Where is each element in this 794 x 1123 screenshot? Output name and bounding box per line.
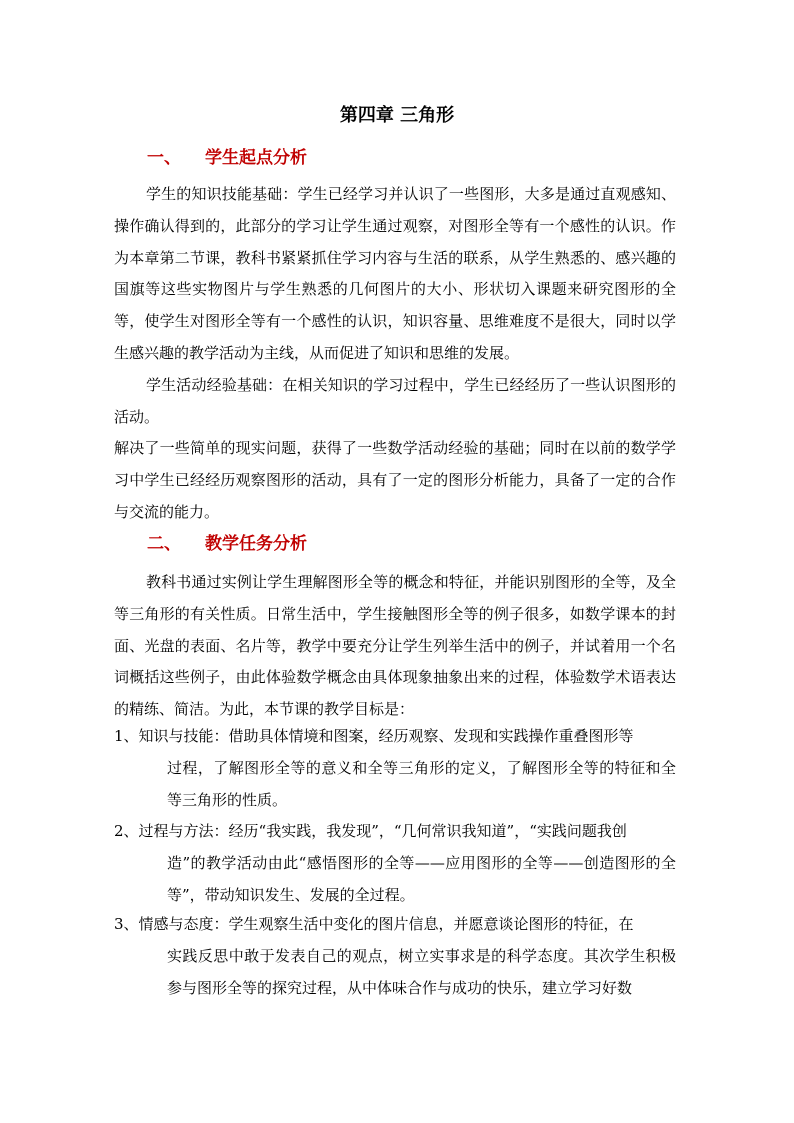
list-item-continuation: 造”的教学活动由此“感悟图形的全等——应用图形的全等——创造图形的全等”，带动知识发生、发展的全过程。 [167, 853, 676, 904]
section-heading-1 [147, 145, 307, 171]
list-item-first-line: 2、过程与方法：经历“我实践，我发现”，“几何常识我知道”，“实践问题我创 [114, 822, 627, 840]
paragraph-task-analysis: 教科书通过实例让学生理解图形全等的概念和特征，并能识别图形的全等，及全等三角形的有关性质。日常生活中，学生接触图形全等的例子很多，如数学课本的封面、光盘的表面、名片等，教学中要充分让学生列举生活中的例子，并试着用一个名词概括这些例子，由此体验数学概念由具体现象抽象出来的过程，体验数学术语表达的精练、简洁。为此，本节课的教学目标是： [114, 573, 676, 719]
list-item-objective-2 [114, 816, 676, 911]
list-item-first-line: 3、情感与态度：学生观察生活中变化的图片信息，并愿意谈论图形的特征，在 [114, 915, 634, 933]
list-item-first-line: 1、知识与技能：借助具体情境和图案，经历观察、发现和实践操作重叠图形等 [114, 727, 634, 745]
paragraph-activity-basis: 学生活动经验基础：在相关知识的学习过程中，学生已经经历了一些认识图形的活动。 [114, 376, 676, 426]
section-heading-2 [147, 531, 307, 557]
list-item-objective-1 [114, 721, 676, 816]
list-item-continuation: 过程，了解图形全等的意义和全等三角形的定义，了解图形全等的特征和全等三角形的性质。 [167, 758, 676, 809]
section-title-1: 学生起点分析 [205, 148, 307, 168]
section-number-1: 一、 [147, 148, 181, 168]
paragraph-knowledge-basis: 学生的知识技能基础：学生已经学习并认识了一些图形，大多是通过直观感知、操作确认得到的，此部分的学习让学生通过观察，对图形全等有一个感性的认识。作为本章第二节课，教科书紧紧抓住学习内容与生活的联系，从学生熟悉的、感兴趣的国旗等这些实物图片与学生熟悉的几何图片的大小、形状切入课题来研究图形的全等，使学生对图形全等有一个感性的认识，知识容量、思维难度不是很大，同时以学生感兴趣的教学活动为主线，从而促进了知识和思维的发展。 [114, 185, 676, 362]
section-title-2: 教学任务分析 [205, 534, 307, 554]
page-title: 第四章 三角形 [339, 105, 455, 126]
list-item-objective-3 [114, 909, 676, 1004]
section-number-2: 二、 [147, 534, 181, 554]
list-item-continuation: 实践反思中敢于发表自己的观点，树立实事求是的科学态度。其次学生积极参与图形全等的探究过程，从中体味合作与成功的快乐，建立学习好数 [167, 946, 676, 997]
paragraph-experience: 解决了一些简单的现实问题，获得了一些数学活动经验的基础；同时在以前的数学学习中学生已经经历观察图形的活动，具有了一定的图形分析能力，具备了一定的合作与交流的能力。 [114, 439, 676, 521]
